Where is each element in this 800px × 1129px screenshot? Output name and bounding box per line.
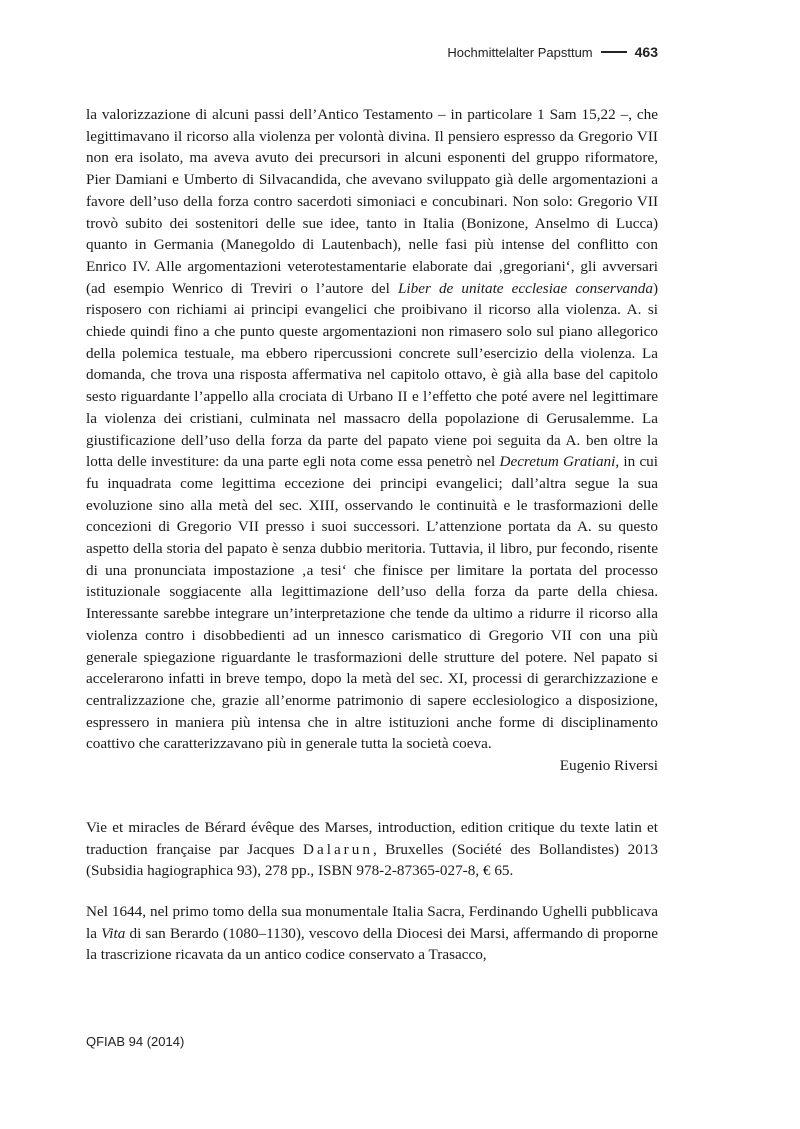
running-head [447,44,658,60]
page-number: 463 [634,44,658,60]
book-title: Liber de unitate ecclesiae conservanda [397,279,653,297]
work-title: Vita [101,924,126,942]
bibliographic-citation [86,817,658,882]
section-gap [86,777,658,817]
running-title: Hochmittelalter Papsttum [447,44,593,60]
text-run: la valorizzazione di alcuni passi dell’Antico Testamento – in particolare 1 Sam 15,22 –, che legittimavano il ricorso alla violenza per volontà divina. Il pensiero espresso da Gregorio VII non era isolato, ma aveva avuto dei precursori in alcuni esponenti del gruppo riformatore, Pier Damiani e Umberto di Silvacandida, che avevano sviluppato già delle argomentazioni a favore dell’uso della forza contro sacerdoti simoniaci e concubinari. Non solo: Gregorio VII trovò subito dei sostenitori delle sue idee, tanto in Italia (Bonizone, Anselmo di Lucca) quanto in Germania (Manegoldo di Lautenbach), nelle fasi più intense del conflitto con Enrico IV. Alle argomentazioni veterotestamentarie elaborate dai ‚gregoriani‘, gli avversari (ad esempio Wenrico di Treviri o l’autore del [86,106,658,297]
journal-footer: QFIAB 94 (2014) [86,1034,185,1049]
text-run: , in cui fu inquadrata come legittima eccezione dei principi evangelici; dall’altra segue la sua evoluzione sino alla metà del sec. XIII, osservando le continuità e le trasformazioni delle concezioni di Gregorio VII presso i suoi successori. L’attenzione portata da A. su questo aspetto della storia del papato è senza dubbio meritoria. Tuttavia, il libro, pur fecondo, risente di una pronunciata impostazione ‚a tesi‘ che finisce per limitare la portata del processo istituzionale soggiacente alla legittimazione dell’uso della forza da parte della chiesa. Interessante sarebbe integrare un’interpretazione che tende da ultimo a ridurre il ricorso alla violenza contro i disobbedienti ad un innesco carismatico di Gregorio VII con una più generale spiegazione riguardante le trasformazioni delle strutture del potere. Nel papato si accelerarono infatti in breve tempo, dopo la metà del sec. XI, processi di gerarchizzazione e centralizzazione che, grazie all’enorme patrimonio di sapere ecclesiologico a disposizione, espressero in maniera più intensa che in altre istituzioni anche forme di disciplinamento coattivo che caratterizzavano più in generale tutta la società coeva. [86,453,658,753]
header-rule [601,51,627,53]
page-body [86,104,658,966]
text-run: di san Berardo (1080–1130), vescovo della Diocesi dei Marsi, affermando di proporne la trascrizione ricavata da un antico codice conservato a Trasacco, [86,924,658,964]
reviewer-signature: Eugenio Riversi [559,757,658,775]
text-run: , Bruxelles (Société des Bollandistes) 2013 (Subsidia hagiographica 93), 278 pp., ISBN 978-2-87365-027-8, € 65. [86,840,658,880]
text-run: Nel 1644, nel primo tomo della sua monumentale Italia Sacra, Ferdinando Ughelli pubblicava la [86,902,658,942]
text-run: Vie et miracles de Bérard évêque des Marses, introduction, edition critique du texte latin et traduction française par Jacques [86,818,658,858]
text-run: ) risposero con richiami ai principi evangelici che proibivano il ricorso alla violenza. A. si chiede quindi fino a che punto queste argomentazioni non rimasero solo sul piano allegorico della polemica testuale, ma ebbero ripercussioni concrete sull’esercizio della violenza. La domanda, che trova una risposta affermativa nel capitolo ottavo, è già alla base del capitolo sesto riguardante l’appello alla crociata di Urbano II e l’effetto che poté avere nel legittimare la violenza dei cristiani, culminata nel massacro della popolazione di Gerusalemme. La giustificazione dell’uso della forza da parte del papato viene poi seguita da A. ben oltre la lotta delle investiture: da una parte egli nota come essa penetrò nel [86,279,658,471]
book-title: Decretum Gratiani [499,453,616,471]
review-paragraph [86,104,658,755]
section-gap [86,882,658,901]
editor-name: Dalarun [303,840,373,858]
review-paragraph [86,901,658,966]
